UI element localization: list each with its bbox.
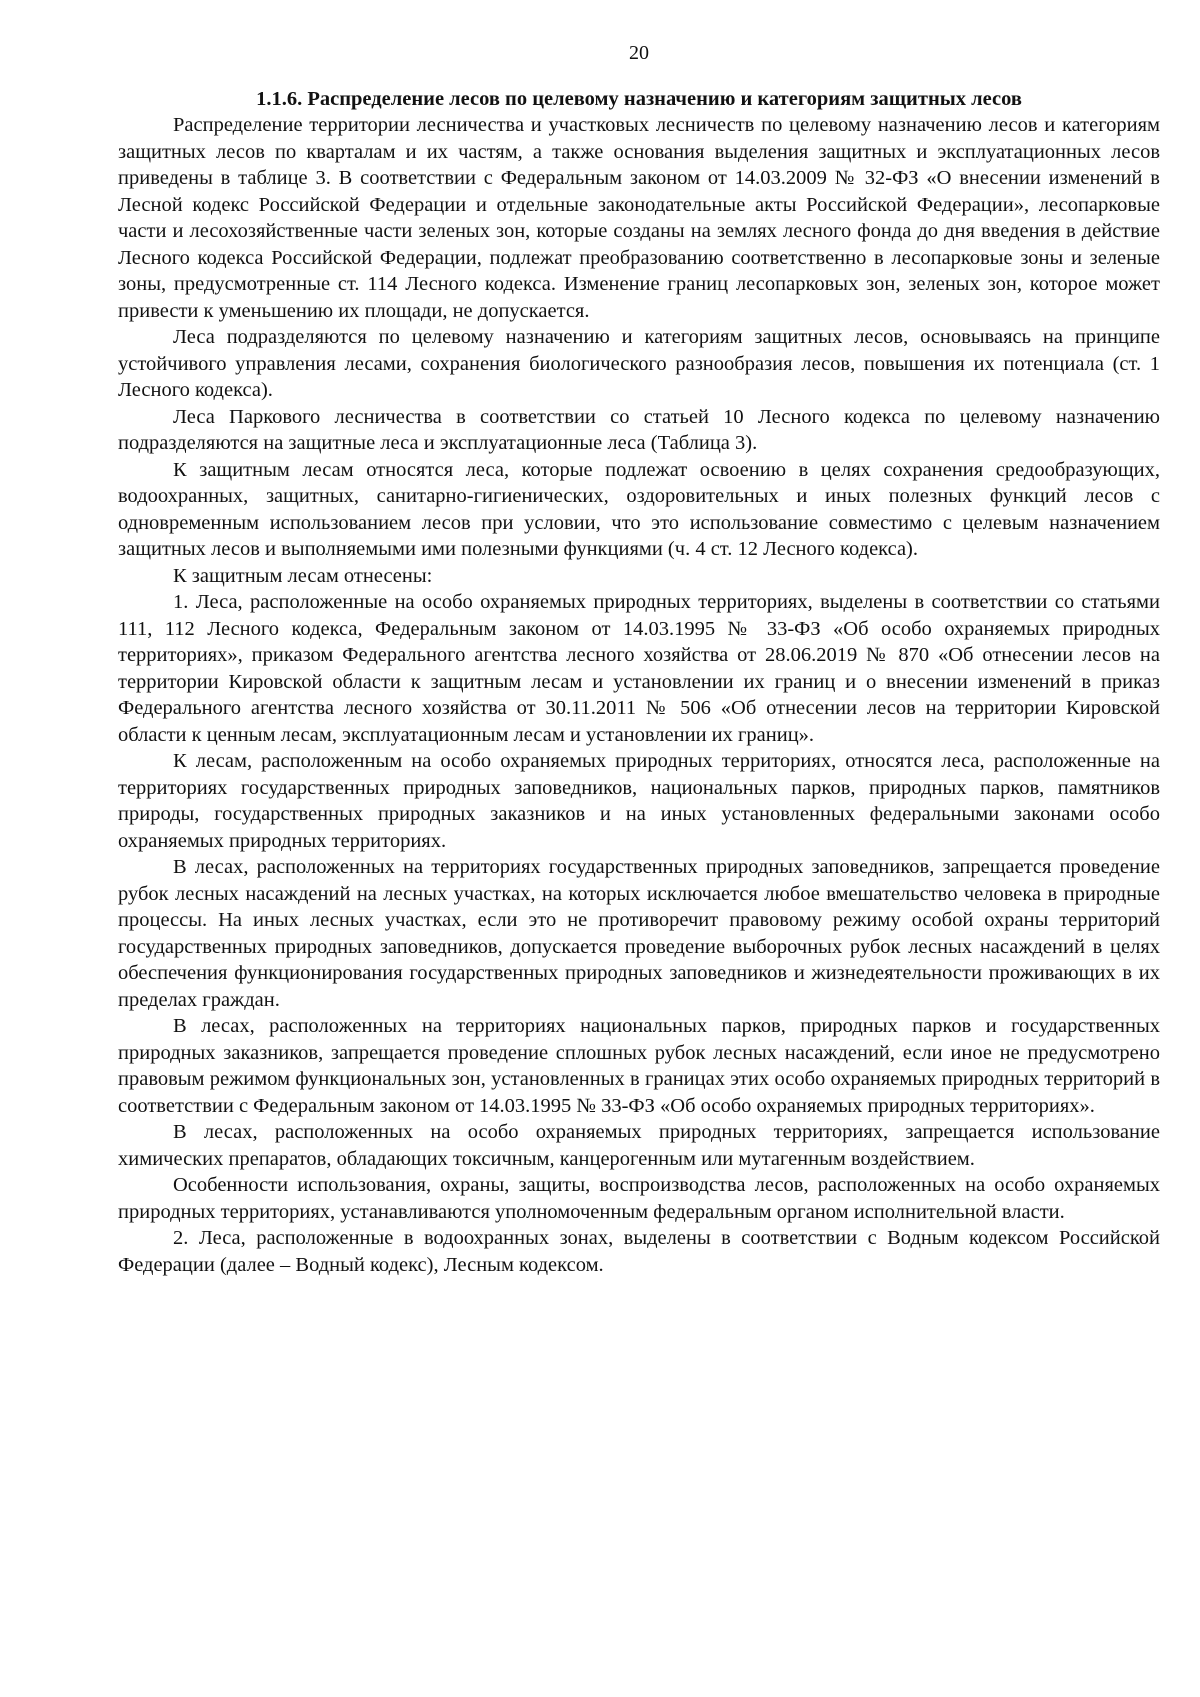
paragraph: В лесах, расположенных на территориях государственных природных заповедников, запрещается проведение рубок лесных насаждений на лесных участках, на которых исключается любое вмешательство человека в природные процессы. На иных лесных участках, если это не противоречит правовому режиму особой охраны территорий государственных природных заповедников, допускается проведение выборочных рубок лесных насаждений в целях обеспечения функционирования государственных природных заповедников и жизнедеятельности проживающих в их пределах граждан. [118,856,1160,1011]
paragraph: К лесам, расположенным на особо охраняемых природных территориях, относятся леса, расположенные на территориях государственных природных заповедников, национальных парков, природных парков, памятников природы, государственных природных заказников и на иных установленных федеральными законами особо охраняемых природных территориях. [118,750,1160,852]
paragraph: Особенности использования, охраны, защиты, воспроизводства лесов, расположенных на особо охраняемых природных территориях, устанавливаются уполномоченным федеральным органом исполнительной власти. [118,1174,1160,1223]
paragraph: В лесах, расположенных на территориях национальных парков, природных парков и государственных природных заказников, запрещается проведение сплошных рубок лесных насаждений, если иное не предусмотрено правовым режимом функциональных зон, установленных в границах этих особо охраняемых природных территорий в соответствии с Федеральным законом от 14.03.1995 № 33-ФЗ «Об особо охраняемых природных территориях». [118,1015,1160,1117]
paragraph: К защитным лесам отнесены: [173,564,433,587]
page-number: 20 [629,42,649,64]
paragraph: Леса подразделяются по целевому назначению и категориям защитных лесов, основываясь на принципе устойчивого управления лесами, сохранения биологического разнообразия лесов, повышения их потенциала (ст. 1 Лесного кодекса). [118,326,1160,401]
paragraph: 1. Леса, расположенные на особо охраняемых природных территориях, выделены в соответствии со статьями 111, 112 Лесного кодекса, Федеральным законом от 14.03.1995 № 33-ФЗ «Об особо охраняемых природных территориях», приказом Федерального агентства лесного хозяйства от 28.06.2019 № 870 «Об отнесении лесов на территории Кировской области к защитным лесам и установлении их границ и о внесении изменений в приказ Федерального агентства лесного хозяйства от 30.11.2011 № 506 «Об отнесении лесов на территории Кировской области к ценным лесам, эксплуатационным лесам и установлении их границ». [118,591,1160,746]
section-heading: 1.1.6. Распределение лесов по целевому назначению и категориям защитных лесов [256,88,1022,110]
paragraph: В лесах, расположенных на особо охраняемых природных территориях, запрещается использование химических препаратов, обладающих токсичным, канцерогенным или мутагенным воздействием. [118,1121,1160,1170]
paragraph: Леса Паркового лесничества в соответствии со статьей 10 Лесного кодекса по целевому назначению подразделяются на защитные леса и эксплуатационные леса (Таблица 3). [118,405,1160,454]
paragraph: Распределение территории лесничества и участковых лесничеств по целевому назначению лесов и категориям защитных лесов по кварталам и их частям, а также основания выделения защитных и эксплуатационных лесов приведены в таблице 3. В соответствии с Федеральным законом от 14.03.2009 № 32-ФЗ «О внесении изменений в Лесной кодекс Российской Федерации и отдельные законодательные акты Российской Федерации», лесопарковые части и лесохозяйственные части зеленых зон, которые созданы на землях лесного фонда до дня введения в действие Лесного кодекса Российской Федерации, подлежат преобразованию соответственно в лесопарковые зоны и зеленые зоны, предусмотренные ст. 114 Лесного кодекса. Изменение границ лесопарковых зон, зеленых зон, которое может привести к уменьшению их площади, не допускается. [118,114,1160,322]
paragraph: 2. Леса, расположенные в водоохранных зонах, выделены в соответствии с Водным кодексом Российской Федерации (далее – Водный кодекс), Лесным кодексом. [118,1227,1160,1276]
document-body [118,112,1160,1278]
paragraph: К защитным лесам относятся леса, которые подлежат освоению в целях сохранения средообразующих, водоохранных, защитных, санитарно-гигиенических, оздоровительных и иных полезных функций лесов с одновременным использованием лесов при условии, что это использование совместимо с целевым назначением защитных лесов и выполняемыми ими полезными функциями (ч. 4 ст. 12 Лесного кодекса). [118,458,1160,560]
